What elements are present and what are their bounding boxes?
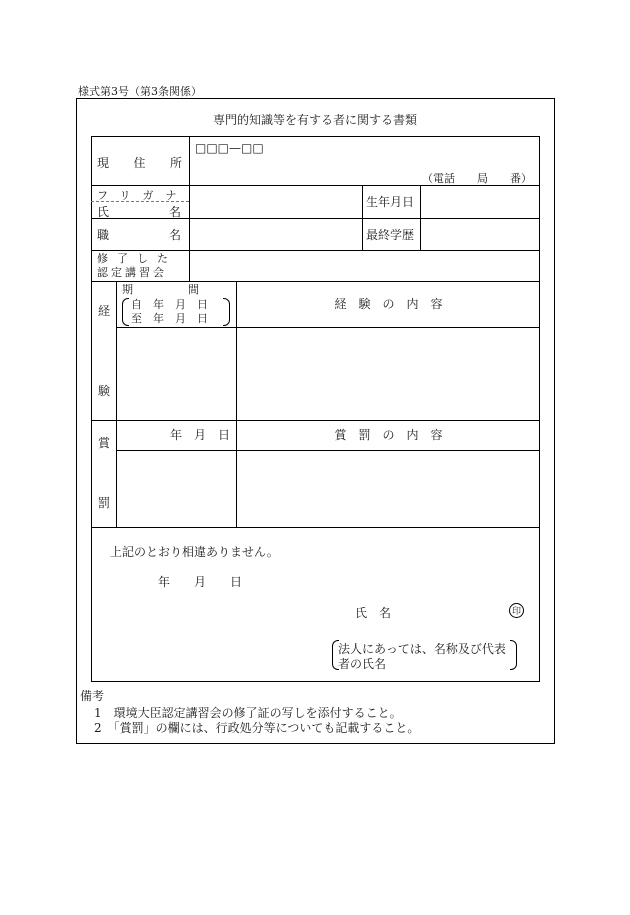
declaration-date: 年 月 日	[158, 575, 243, 589]
col-divider	[116, 281, 117, 527]
note-item: 2 「賞罰」の欄には、行政処分等についても記載すること。	[94, 721, 420, 735]
awards-side-top: 賞	[98, 436, 111, 450]
corp-note-line1: 法人にあっては、名称及び代表	[338, 642, 506, 656]
course-label-line2: 認定講習会	[97, 266, 167, 279]
awards-side-bottom: 罰	[98, 496, 111, 510]
birth-date-label: 生年月日	[366, 195, 415, 209]
form-number: 様式第3号（第3条関係）	[78, 85, 202, 98]
row-divider	[91, 527, 540, 528]
corp-note-line2: 者の氏名	[338, 657, 387, 671]
furigana-label: フリガナ	[97, 189, 189, 202]
name-label: 氏名	[97, 205, 242, 219]
period-brace-left	[122, 298, 129, 326]
period-to-label: 至 年 月 日	[131, 312, 208, 325]
row-divider	[91, 185, 540, 186]
form-title: 専門的知識等を有する者に関する書類	[212, 113, 417, 127]
experience-side-top: 経	[98, 304, 111, 318]
row-divider	[116, 327, 540, 328]
corp-note-brace-right	[510, 640, 517, 670]
experience-content-header: 経 験 の 内 容	[334, 297, 443, 311]
declaration-statement: 上記のとおり相違ありません。	[110, 545, 279, 559]
phone-label: （電話 局 番）	[422, 172, 532, 185]
job-title-label: 職名	[97, 228, 242, 242]
notes-heading: 備考	[80, 689, 105, 703]
awards-date-header: 年 月 日	[170, 428, 231, 442]
course-label-line1: 修了した	[97, 252, 177, 265]
signature-label: 氏 名	[355, 606, 392, 620]
row-divider	[91, 420, 540, 421]
period-from-label: 自 年 月 日	[131, 298, 208, 311]
period-label: 期 間	[122, 283, 199, 296]
note-item: 1 環境大臣認定講習会の修了証の写しを添付すること。	[94, 706, 402, 720]
education-label: 最終学歴	[366, 228, 415, 242]
period-brace-right	[223, 298, 230, 326]
row-divider	[116, 450, 540, 451]
seal-mark: 印	[509, 603, 524, 618]
postal-code-placeholder: □□□—□□	[195, 141, 264, 155]
col-divider	[420, 185, 421, 250]
experience-side-bottom: 験	[98, 384, 111, 398]
row-divider	[91, 281, 540, 282]
col-divider	[236, 281, 237, 527]
awards-content-header: 賞 罰 の 内 容	[334, 428, 443, 442]
col-divider	[362, 185, 363, 250]
address-label: 現 住 所	[97, 156, 182, 170]
row-divider	[91, 250, 540, 251]
